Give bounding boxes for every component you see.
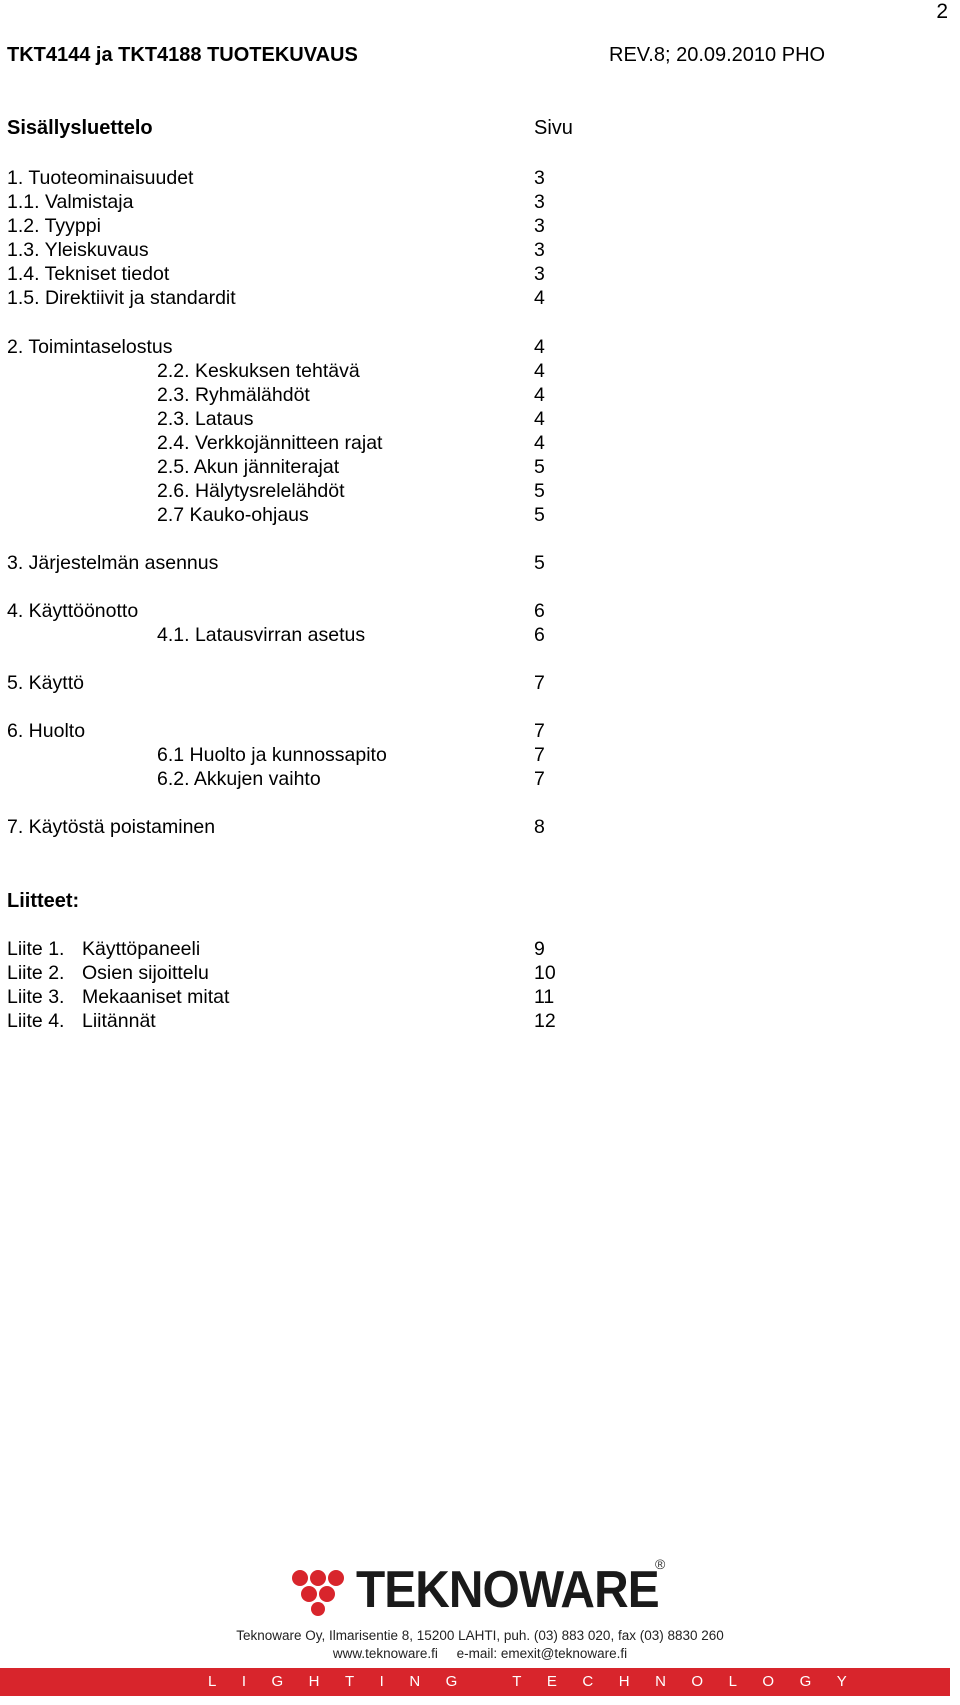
attachment-prefix: Liite 3.: [7, 986, 65, 1008]
toc-entry-label: 2.3. Ryhmälähdöt: [157, 384, 310, 406]
page-number: 2: [936, 0, 948, 23]
toc-heading: Sisällysluettelo: [7, 117, 153, 139]
toc-entry-label: 4.1. Latausvirran asetus: [157, 624, 366, 646]
toc-entry-label: 1.2. Tyyppi: [7, 215, 101, 237]
toc-entry-label: 1.4. Tekniset tiedot: [7, 263, 170, 285]
toc-entry-page: 4: [534, 336, 545, 358]
attachment-label: Liitännät: [82, 1010, 156, 1032]
toc-entry-label: 4. Käyttöönotto: [7, 600, 139, 622]
company-web-email: www.teknoware.fi e-mail: emexit@teknoware.fi: [332, 1646, 628, 1661]
footer: [0, 1556, 960, 1705]
toc-entry-page: 3: [534, 191, 545, 213]
toc-entry-page: 3: [534, 167, 545, 189]
attachment-page: 12: [534, 1010, 556, 1032]
company-address: Teknoware Oy, Ilmarisentie 8, 15200 LAHTI, puh. (03) 883 020, fax (03) 8830 260: [236, 1628, 724, 1643]
toc-entry-page: 6: [534, 600, 545, 622]
toc-entry-page: 7: [534, 768, 545, 790]
logo-text: TEKNOWARE: [356, 1561, 659, 1619]
teknoware-logo: [290, 1556, 670, 1620]
toc-entry-page: 7: [534, 744, 545, 766]
attachment-entry[interactable]: [0, 937, 620, 961]
toc-entry-label: 1. Tuoteominaisuudet: [7, 167, 194, 189]
attachment-page: 11: [534, 986, 555, 1008]
toc-entry-page: 4: [534, 384, 545, 406]
toc-entry-label: 6.1 Huolto ja kunnossapito: [157, 744, 387, 766]
attachment-prefix: Liite 4.: [7, 1010, 65, 1032]
toc-entry-page: 4: [534, 408, 545, 430]
toc-entry-page: 4: [534, 432, 545, 454]
attachment-page: 10: [534, 962, 556, 984]
attachments-heading: Liitteet:: [7, 890, 80, 912]
toc-entry-page: 7: [534, 720, 545, 742]
document-title: TKT4144 ja TKT4188 TUOTEKUVAUS: [7, 44, 358, 66]
toc-entry-label: 2.4. Verkkojännitteen rajat: [157, 432, 383, 454]
registered-mark: ®: [655, 1556, 666, 1572]
logo-dots-icon: [290, 1566, 360, 1616]
toc-page-column-heading: Sivu: [534, 117, 573, 139]
toc-entry-page: 6: [534, 624, 545, 646]
attachment-prefix: Liite 2.: [7, 962, 65, 984]
toc-entry-label: 6.2. Akkujen vaihto: [157, 768, 321, 790]
toc-entry-label: 6. Huolto: [7, 720, 86, 742]
toc-entry-label: 1.1. Valmistaja: [7, 191, 134, 213]
toc-entry-label: 7. Käytöstä poistaminen: [7, 816, 216, 838]
toc-entry-page: 5: [534, 552, 545, 574]
toc-entry-page: 4: [534, 360, 545, 382]
toc-entry-label: 5. Käyttö: [7, 672, 84, 694]
toc-entry-label: 1.3. Yleiskuvaus: [7, 239, 149, 261]
toc-entry-page: 5: [534, 456, 545, 478]
toc-entry-label: 2. Toimintaselostus: [7, 336, 173, 358]
toc-entry-label: 1.5. Direktiivit ja standardit: [7, 287, 236, 309]
tagline-bar: [0, 1668, 950, 1696]
attachment-entry[interactable]: [0, 1009, 620, 1033]
revision-info: REV.8; 20.09.2010 PHO: [609, 44, 826, 66]
toc-entry-label: 2.6. Hälytysrelelähdöt: [157, 480, 345, 502]
toc-entry-page: 3: [534, 263, 545, 285]
toc-entry-page: 4: [534, 287, 545, 309]
attachment-page: 9: [534, 938, 545, 960]
attachment-entry[interactable]: [0, 985, 620, 1009]
toc-entry-label: 2.7 Kauko-ohjaus: [157, 504, 309, 526]
toc-entry-page: 7: [534, 672, 545, 694]
toc-entry-label: 2.2. Keskuksen tehtävä: [157, 360, 360, 382]
toc-entry-page: 5: [534, 504, 545, 526]
attachment-label: Mekaaniset mitat: [82, 986, 230, 1008]
attachment-label: Osien sijoittelu: [82, 962, 209, 984]
attachment-entry[interactable]: [0, 961, 620, 985]
toc-entry-page: 3: [534, 239, 545, 261]
toc-entry-page: 8: [534, 816, 545, 838]
toc-entry-label: 2.5. Akun jänniterajat: [157, 456, 340, 478]
toc-entry-label: 2.3. Lataus: [157, 408, 254, 430]
attachment-prefix: Liite 1.: [7, 938, 65, 960]
toc-entry-label: 3. Järjestelmän asennus: [7, 552, 219, 574]
tagline-text: LIGHTING TECHNOLOGY: [208, 1673, 873, 1690]
toc-entry-page: 3: [534, 215, 545, 237]
attachment-label: Käyttöpaneeli: [82, 938, 201, 960]
toc-entry-page: 5: [534, 480, 545, 502]
